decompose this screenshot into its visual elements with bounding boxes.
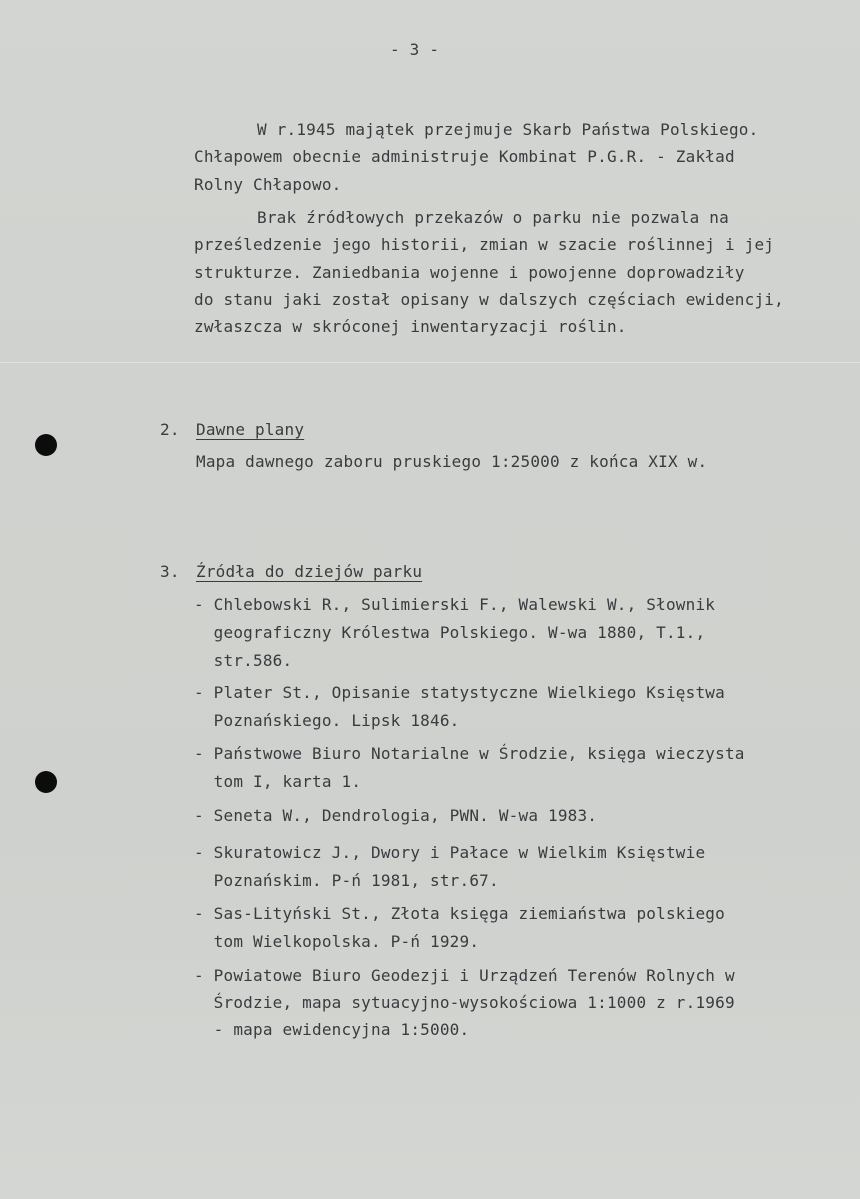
source-item-line: - Sas-Lityński St., Złota księga ziemiaństwa polskiego bbox=[194, 904, 725, 923]
source-item-line: - Państwowe Biuro Notarialne w Środzie, księga wieczysta bbox=[194, 744, 745, 763]
section-text: Mapa dawnego zaboru pruskiego 1:25000 z końca XIX w. bbox=[196, 452, 708, 471]
source-item-line: - Chlebowski R., Sulimierski F., Walewski W., Słownik bbox=[194, 595, 716, 614]
section-number: 2. bbox=[160, 420, 180, 439]
source-item-line: - Plater St., Opisanie statystyczne Wielkiego Księstwa bbox=[194, 683, 725, 702]
history-line: do stanu jaki został opisany w dalszych częściach ewidencji, bbox=[194, 290, 784, 309]
source-item-line: - Powiatowe Biuro Geodezji i Urządzeń Terenów Rolnych w bbox=[194, 966, 735, 985]
paper-crease bbox=[0, 362, 860, 363]
intro-line: Rolny Chłapowo. bbox=[194, 175, 342, 194]
page-number: - 3 - bbox=[390, 40, 440, 59]
section-number: 3. bbox=[160, 562, 180, 581]
source-item-line: - mapa ewidencyjna 1:5000. bbox=[194, 1020, 470, 1039]
source-item-line: - Seneta W., Dendrologia, PWN. W-wa 1983. bbox=[194, 806, 598, 825]
history-line: strukturze. Zaniedbania wojenne i powojenne doprowadziły bbox=[194, 263, 745, 282]
intro-line: W r.1945 majątek przejmuje Skarb Państwa Polskiego. bbox=[257, 120, 759, 139]
history-line: zwłaszcza w skróconej inwentaryzacji roślin. bbox=[194, 317, 627, 336]
source-item-line: tom Wielkopolska. P-ń 1929. bbox=[194, 932, 480, 951]
source-item-line: Poznańskiego. Lipsk 1846. bbox=[194, 711, 460, 730]
source-item-line: - Skuratowicz J., Dwory i Pałace w Wielkim Księstwie bbox=[194, 843, 706, 862]
section-heading: Źródła do dziejów parku bbox=[196, 562, 423, 581]
source-item-line: str.586. bbox=[194, 651, 293, 670]
history-line: prześledzenie jego historii, zmian w szacie roślinnej i jej bbox=[194, 235, 775, 254]
punch-hole-lower bbox=[35, 771, 57, 793]
source-item-line: geograficzny Królestwa Polskiego. W-wa 1880, T.1., bbox=[194, 623, 706, 642]
source-item-line: Środzie, mapa sytuacyjno-wysokościowa 1:1000 z r.1969 bbox=[194, 993, 735, 1012]
source-item-line: Poznańskim. P-ń 1981, str.67. bbox=[194, 871, 499, 890]
punch-hole-upper bbox=[35, 434, 57, 456]
history-line: Brak źródłowych przekazów o parku nie pozwala na bbox=[257, 208, 729, 227]
source-item-line: tom I, karta 1. bbox=[194, 772, 362, 791]
intro-line: Chłapowem obecnie administruje Kombinat P.G.R. - Zakład bbox=[194, 147, 735, 166]
section-heading: Dawne plany bbox=[196, 420, 305, 439]
